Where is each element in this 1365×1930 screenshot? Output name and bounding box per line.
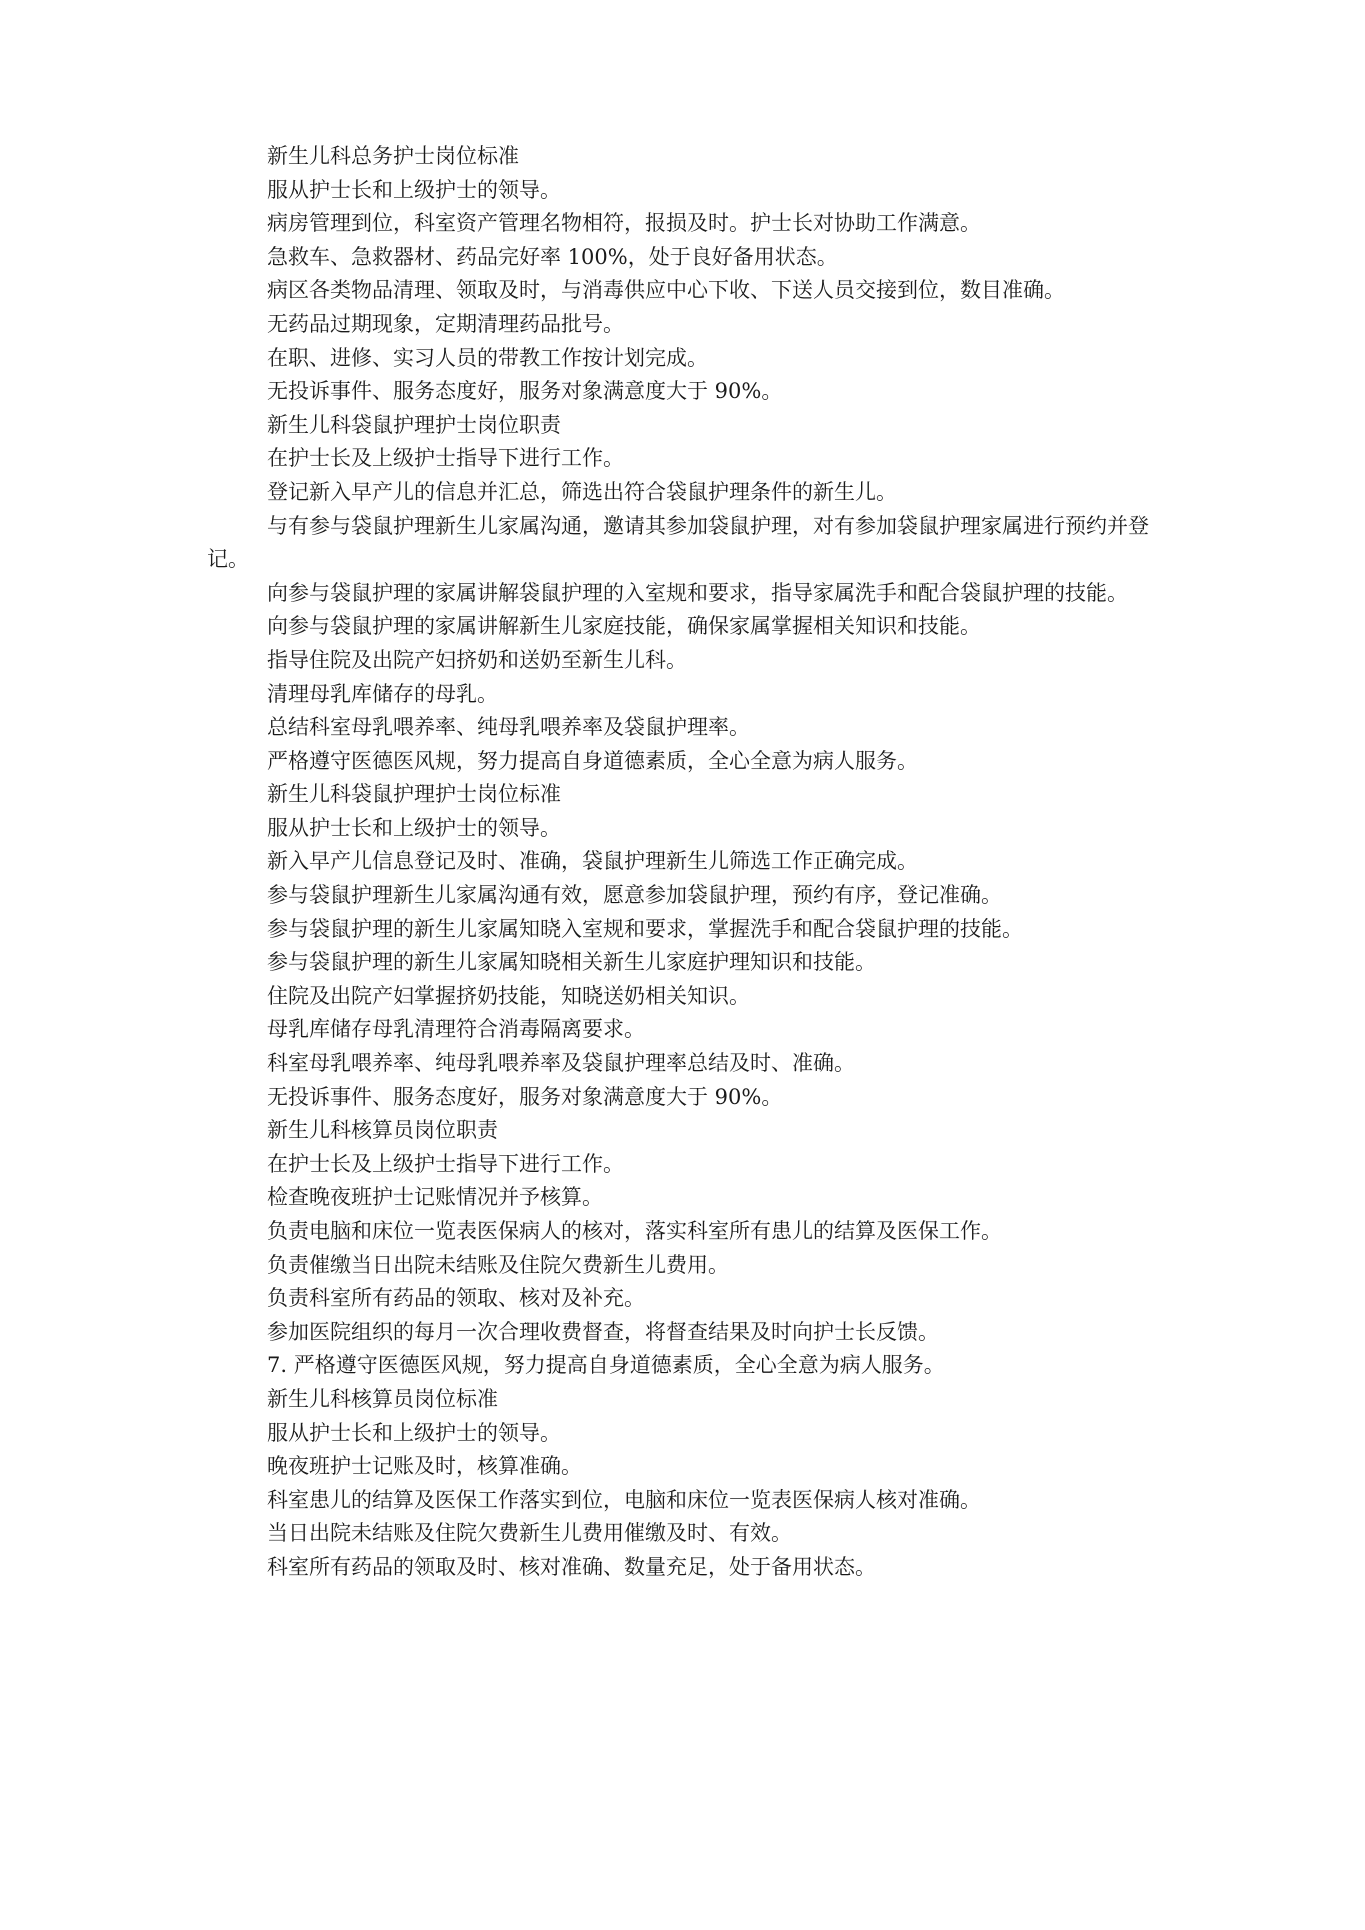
document-paragraph: 指导住院及出院产妇挤奶和送奶至新生儿科。 xyxy=(267,647,687,672)
document-paragraph: 新生儿科袋鼠护理护士岗位职责 xyxy=(267,412,561,437)
document-paragraph: 服从护士长和上级护士的领导。 xyxy=(267,815,561,840)
document-paragraph: 科室母乳喂养率、纯母乳喂养率及袋鼠护理率总结及时、准确。 xyxy=(267,1051,855,1076)
document-paragraph: 负责催缴当日出院未结账及住院欠费新生儿费用。 xyxy=(267,1252,729,1277)
document-paragraph: 在职、进修、实习人员的带教工作按计划完成。 xyxy=(267,345,708,370)
document-paragraph: 向参与袋鼠护理的家属讲解袋鼠护理的入室规和要求，指导家属洗手和配合袋鼠护理的技能。 xyxy=(267,580,1128,605)
document-paragraph: 新生儿科总务护士岗位标准 xyxy=(267,144,519,168)
document-paragraph: 负责科室所有药品的领取、核对及补充。 xyxy=(267,1286,645,1311)
document-paragraph: 新生儿科核算员岗位标准 xyxy=(267,1386,498,1411)
document-paragraph: 参与袋鼠护理的新生儿家属知晓入室规和要求，掌握洗手和配合袋鼠护理的技能。 xyxy=(267,916,1023,941)
document-paragraph: 晚夜班护士记账及时，核算准确。 xyxy=(267,1454,582,1479)
document-paragraph: 母乳库储存母乳清理符合消毒隔离要求。 xyxy=(267,1017,645,1042)
document-paragraph: 科室患儿的结算及医保工作落实到位，电脑和床位一览表医保病人核对准确。 xyxy=(267,1487,981,1512)
document-paragraph: 服从护士长和上级护士的领导。 xyxy=(267,1420,561,1445)
document-paragraph: 新生儿科袋鼠护理护士岗位标准 xyxy=(267,782,561,807)
document-paragraph: 与有参与袋鼠护理新生儿家属沟通，邀请其参加袋鼠护理，对有参加袋鼠护理家属进行预约并登记。 xyxy=(207,513,1149,572)
document-paragraph: 检查晚夜班护士记账情况并予核算。 xyxy=(267,1185,603,1210)
document-paragraph: 急救车、急救器材、药品完好率 100%，处于良好备用状态。 xyxy=(267,244,838,269)
document-paragraph: 科室所有药品的领取及时、核对准确、数量充足，处于备用状态。 xyxy=(267,1554,876,1579)
document-paragraph: 参与袋鼠护理新生儿家属沟通有效，愿意参加袋鼠护理，预约有序，登记准确。 xyxy=(267,883,1002,908)
document-paragraph: 7. 严格遵守医德医风规，努力提高自身道德素质，全心全意为病人服务。 xyxy=(267,1353,945,1378)
document-paragraph: 向参与袋鼠护理的家属讲解新生儿家庭技能，确保家属掌握相关知识和技能。 xyxy=(267,614,981,639)
document-paragraph: 参与袋鼠护理的新生儿家属知晓相关新生儿家庭护理知识和技能。 xyxy=(267,950,876,975)
document-paragraph: 无药品过期现象，定期清理药品批号。 xyxy=(267,311,624,336)
document-body xyxy=(207,140,1167,1585)
document-paragraph: 无投诉事件、服务态度好，服务对象满意度大于 90%。 xyxy=(267,1084,783,1109)
document-paragraph: 登记新入早产儿的信息并汇总，筛选出符合袋鼠护理条件的新生儿。 xyxy=(267,479,897,504)
document-paragraph: 无投诉事件、服务态度好，服务对象满意度大于 90%。 xyxy=(267,379,783,404)
document-paragraph: 住院及出院产妇掌握挤奶技能，知晓送奶相关知识。 xyxy=(267,983,750,1008)
document-paragraph: 负责电脑和床位一览表医保病人的核对，落实科室所有患儿的结算及医保工作。 xyxy=(267,1219,1002,1243)
document-paragraph: 病房管理到位，科室资产管理名物相符，报损及时。护士长对协助工作满意。 xyxy=(267,211,981,236)
document-paragraph: 在护士长及上级护士指导下进行工作。 xyxy=(267,446,624,471)
document-paragraph: 参加医院组织的每月一次合理收费督查，将督查结果及时向护士长反馈。 xyxy=(267,1319,939,1344)
document-paragraph: 新入早产儿信息登记及时、准确，袋鼠护理新生儿筛选工作正确完成。 xyxy=(267,849,918,874)
document-paragraph: 在护士长及上级护士指导下进行工作。 xyxy=(267,1151,624,1176)
document-paragraph: 总结科室母乳喂养率、纯母乳喂养率及袋鼠护理率。 xyxy=(267,715,750,740)
document-paragraph: 服从护士长和上级护士的领导。 xyxy=(267,177,561,202)
document-paragraph: 清理母乳库储存的母乳。 xyxy=(267,681,498,706)
document-paragraph: 严格遵守医德医风规，努力提高自身道德素质，全心全意为病人服务。 xyxy=(267,748,918,773)
document-paragraph: 新生儿科核算员岗位职责 xyxy=(267,1118,498,1143)
document-paragraph: 病区各类物品清理、领取及时，与消毒供应中心下收、下送人员交接到位，数目准确。 xyxy=(267,278,1065,303)
document-paragraph: 当日出院未结账及住院欠费新生儿费用催缴及时、有效。 xyxy=(267,1521,792,1546)
